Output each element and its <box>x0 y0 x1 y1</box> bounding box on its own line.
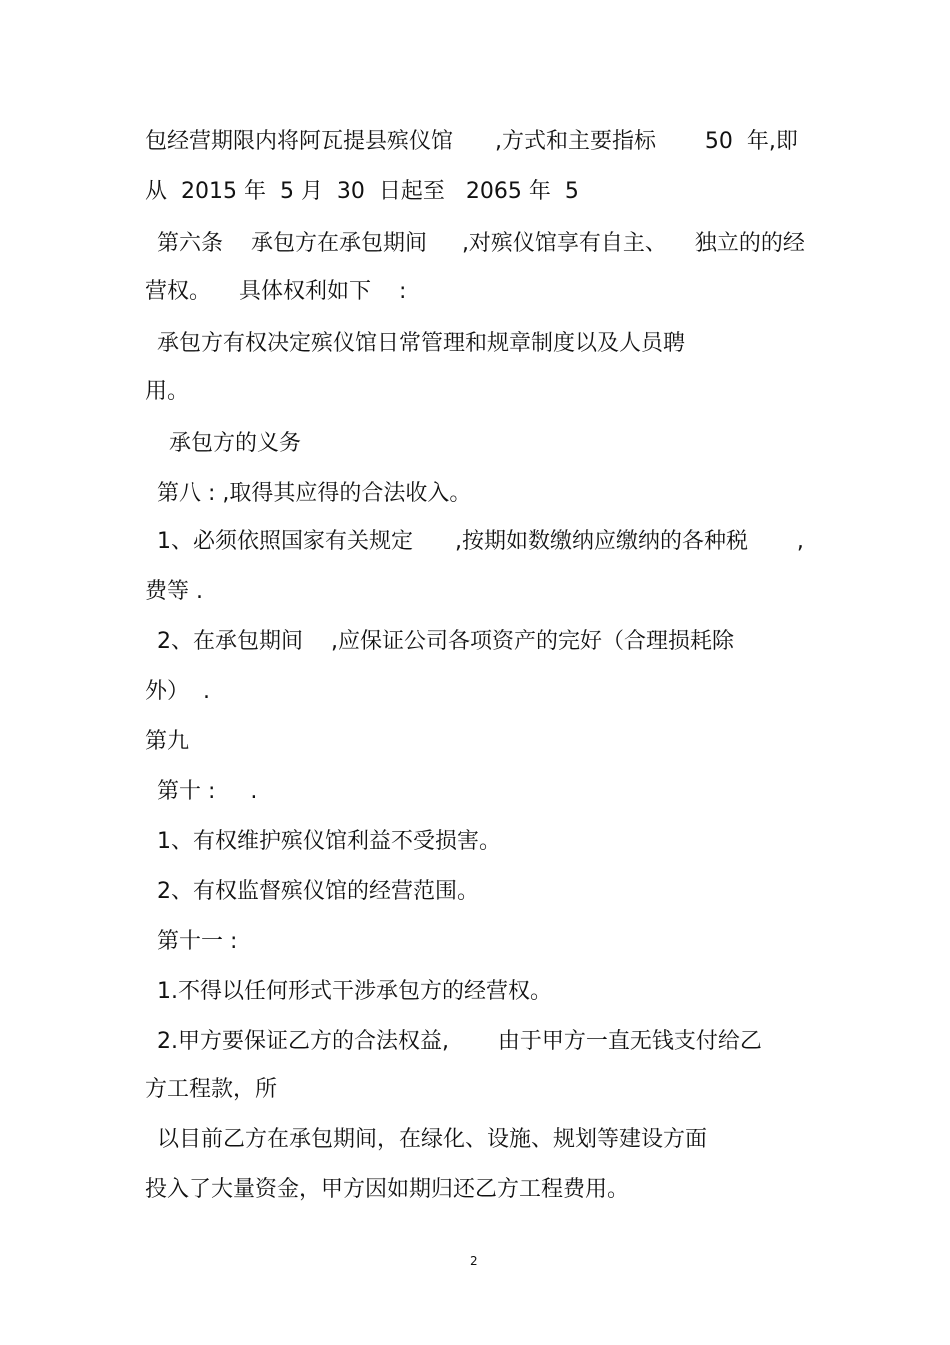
page-number: 2 <box>470 1254 478 1268</box>
text-line-9: 1、必须依照国家有关规定 ,按期如数缴纳应缴纳的各种税 , <box>157 529 804 554</box>
text-line-14: 第十 : . <box>157 779 258 804</box>
text-line-8: 第八 : ,取得其应得的合法收入。 <box>157 481 472 506</box>
text-line-17: 第十一 : <box>157 929 238 954</box>
text-line-19: 2.甲方要保证乙方的合法权益, 由于甲方一直无钱支付给乙 <box>157 1029 762 1054</box>
text-line-18: 1.不得以任何形式干涉承包方的经营权。 <box>157 979 552 1004</box>
text-line-21: 以目前乙方在承包期间，在绿化、设施、规划等建设方面 <box>157 1127 708 1152</box>
text-line-1: 包经营期限内将阿瓦提县殡仪馆 ,方式和主要指标 50 年,即 <box>145 129 798 154</box>
text-line-4: 营权。 具体权利如下 : <box>145 279 407 304</box>
text-line-13: 第九 <box>145 729 190 754</box>
text-line-10: 费等 . <box>145 579 203 604</box>
text-line-16: 2、有权监督殡仪馆的经营范围。 <box>157 879 479 904</box>
text-line-2: 从 2015 年 5 月 30 日起至 2065 年 5 <box>145 179 579 204</box>
text-line-5: 承包方有权决定殡仪馆日常管理和规章制度以及人员聘 <box>157 331 686 356</box>
text-line-12: 外） . <box>145 679 210 704</box>
section-heading: 承包方的义务 <box>169 431 302 456</box>
text-line-20: 方工程款，所 <box>145 1077 278 1102</box>
text-line-22: 投入了大量资金，甲方因如期归还乙方工程费用。 <box>145 1177 630 1202</box>
text-line-3: 第六条 承包方在承包期间 ,对殡仪馆享有自主、 独立的的经 <box>157 231 805 256</box>
text-line-11: 2、在承包期间 ,应保证公司各项资产的完好（合理损耗除 <box>157 629 734 654</box>
text-line-6: 用。 <box>145 379 190 404</box>
text-line-15: 1、有权维护殡仪馆利益不受损害。 <box>157 829 501 854</box>
